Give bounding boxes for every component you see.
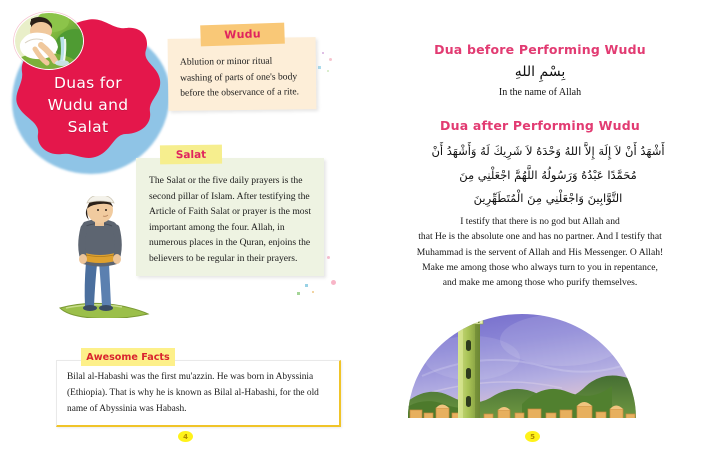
confetti-dot (329, 58, 332, 61)
translation-bismillah: In the name of Allah (498, 87, 582, 98)
page-number-right: 5 (525, 431, 540, 442)
translation-line-4: Make me among those who always turn to you in repentance, (422, 262, 658, 274)
awesome-facts-body: Bilal al-Habashi was the first mu'azzin. He was born in Abyssinia (Ethiopia). That is why he is known as Bilal al-Habashi, for the old name of Abyssinia was Habash. (67, 372, 319, 414)
awesome-facts-card (56, 351, 341, 427)
wudu-definition-card (168, 27, 317, 110)
salat-card-body: The Salat or the five daily prayers is the second pillar of Islam. After testifying the Article of Faith Salat or prayer is the most important among the four. Allah, in numerous places in the Quran, enjoins the believers to be regular in their prayers. (149, 175, 311, 264)
confetti-square (322, 52, 324, 54)
heading-dua-before-wudu: Dua before Performing Wudu (434, 42, 646, 57)
translation-line-3: Muhammad is the servent of Allah and His Messenger. O Allah! (416, 246, 664, 258)
arabic-dua-after-wudu (408, 140, 688, 211)
wudu-illustration (14, 12, 84, 70)
arabic-line-1: أَشْهَدُ أَنْ لاَ إِلَهَ إِلاَّ اللهُ وَحْدَهُ لاَ شَرِيكَ لَهُ وَأَشْهَدُ أَنْ (431, 144, 665, 158)
translation-line-2: that He is the absolute one and has no partner. And I testify that (418, 231, 662, 243)
mosque-illustration (402, 306, 642, 424)
wudu-card-body: Ablution or minor ritual washing of parts of one's body before the observance of a rite. (179, 55, 300, 99)
awesome-facts-title: Awesome Facts (86, 351, 170, 363)
praying-boy-illustration (56, 196, 152, 318)
page-number-left: 4 (178, 431, 193, 442)
salat-definition-card (136, 148, 324, 276)
salat-card-banner (160, 145, 222, 165)
wudu-card-title: Wudu (224, 27, 261, 42)
title-line-2: Wudu and (47, 96, 129, 114)
confetti-dot (327, 70, 329, 72)
chapter-title-text (20, 72, 156, 138)
translation-dua-after-wudu (378, 214, 702, 291)
confetti-square (305, 284, 308, 287)
arabic-line-2: مُحَمَّدًا عَبْدُهُ وَرَسُولُهُ اللَّهُمَّ اجْعَلْنِي مِنَ (459, 167, 637, 182)
arabic-line-3: التَّوَّابِينَ وَاجْعَلْنِي مِنَ الْمُتَطَهِّرِينَ (473, 191, 623, 206)
awesome-facts-banner (81, 348, 175, 366)
translation-line-5: and make me among those who purify themselves. (442, 277, 638, 289)
confetti-dot (331, 280, 336, 285)
translation-line-1: I testify that there is no god but Allah and (460, 216, 620, 227)
right-page (360, 0, 720, 462)
confetti-square (297, 292, 300, 295)
heading-dua-after-wudu: Dua after Performing Wudu (440, 118, 640, 133)
salat-card-title: Salat (175, 148, 207, 161)
arabic-bismillah: بِسْمِ اللهِ (514, 64, 566, 80)
title-line-1: Duas for (54, 74, 122, 92)
confetti-dot (327, 256, 330, 259)
title-line-3: Salat (67, 118, 109, 136)
confetti-dot (312, 291, 314, 293)
confetti-square (318, 66, 321, 69)
wudu-card-banner (200, 23, 285, 47)
